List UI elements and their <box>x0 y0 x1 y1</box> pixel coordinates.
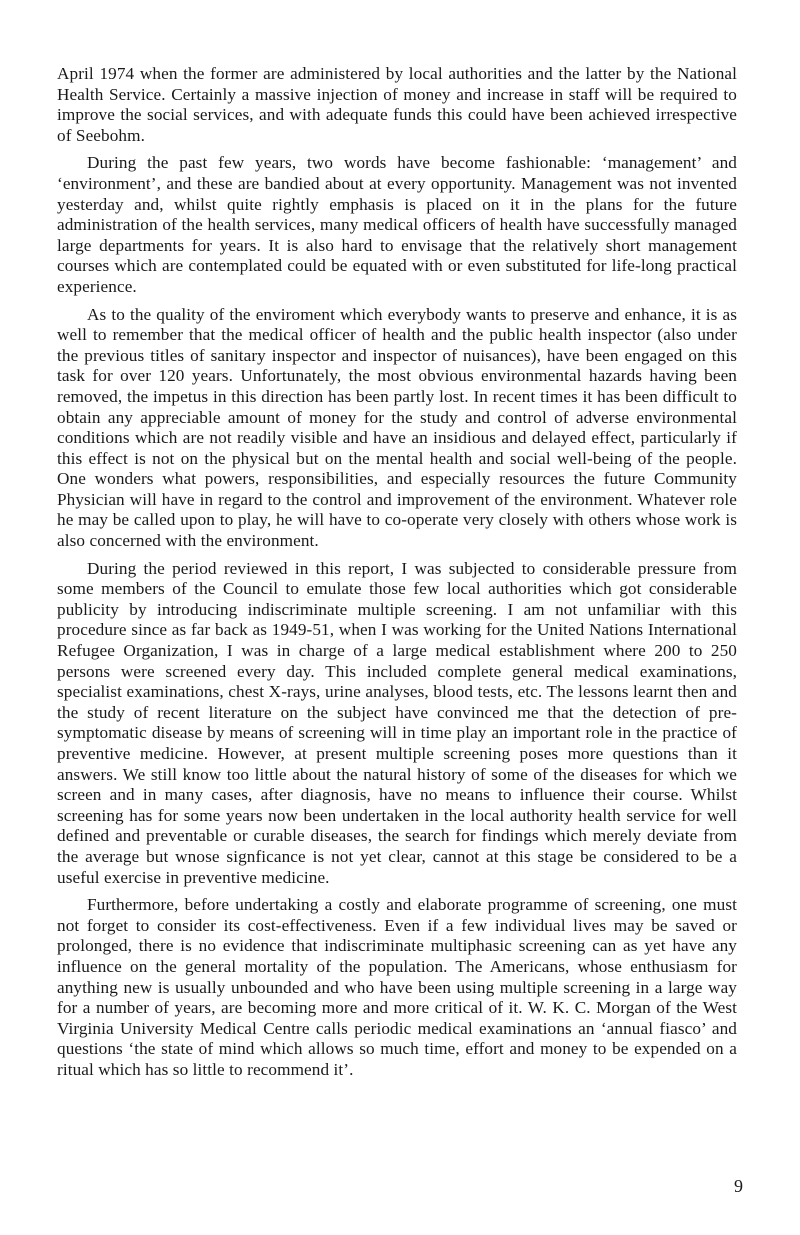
page-number: 9 <box>734 1176 743 1196</box>
paragraph-environment: As to the quality of the enviroment which everybody wants to preserve and enhance, it is as well to remember that the medical officer of health and the public health inspector (also under the previous titles of sanitary inspector and inspector of nuisances), have been engaged on this task for over 120 years. Unfortunately, the most obvious environmental hazards having been removed, the impetus in this direction has been partly lost. In recent times it has been difficult to obtain any appreciable amount of money for the study and control of adverse environmental conditions which are not readily visible and have an insidious and delayed effect, particularly if this effect is not on the physical but on the mental health and social well-being of the people. One wonders what powers, responsibilities, and especially resources the future Community Physician will have in regard to the control and improvement of the environment. Whatever role he may be called upon to play, he will have to co-operate very closely with others whose work is also concerned with the environment. <box>57 304 737 551</box>
document-page <box>57 64 737 1088</box>
paragraph-management: During the past few years, two words have become fashionable: ‘management’ and ‘environment’, and these are bandied about at every opportunity. Management was not invented yesterday and, whilst quite rightly emphasis is placed on it in the plans for the future administration of the health services, many medical officers of health have successfully managed large departments for years. It is also hard to envisage that the relatively short management courses which are contemplated could be equated with or even substituted for life-long practical experience. <box>57 153 737 296</box>
paragraph-cost-effectiveness: Furthermore, before undertaking a costly and elaborate programme of screening, one must not forget to consider its cost-effectiveness. Even if a few individual lives may be saved or prolonged, there is no evidence that indiscriminate multiphasic screening can as yet have any influence on the general mortality of the population. The Americans, whose enthusiasm for anything new is usually unbounded and who have been using multiple screening in a large way for a number of years, are becoming more and more critical of it. W. K. C. Morgan of the West Virginia University Medical Centre calls periodic medical examinations an ‘annual fiasco’ and questions ‘the state of mind which allows so much time, effort and money to be expended on a ritual which has so little to recommend it’. <box>57 895 737 1079</box>
paragraph-continuation: April 1974 when the former are administered by local authorities and the latter by the National Health Service. Certainly a massive injection of money and increase in staff will be required to improve the social services, and with adequate funds this could have been achieved irrespective of Seebohm. <box>57 64 737 145</box>
paragraph-screening-pressure: During the period reviewed in this report, I was subjected to considerable pressure from some members of the Council to emulate those few local authorities which got considerable publicity by introducing indiscriminate multiple screening. I am not unfamiliar with this procedure since as far back as 1949-51, when I was working for the United Nations International Refugee Organization, I was in charge of a large medical establishment where 200 to 250 persons were screened every day. This included complete general medical examinations, specialist examinations, chest X-rays, urine analyses, blood tests, etc. The lessons learnt then and the study of recent literature on the subject have convinced me that the detection of pre-symptomatic disease by means of screening will in time play an important role in the practice of preventive medicine. However, at present multiple screening poses more questions than it answers. We still know too little about the natural history of some of the diseases for which we screen and in many cases, after diagnosis, have no means to influence their course. Whilst screening has for some years now been undertaken in the local authority health service for well defined and preventable or curable diseases, the search for findings which merely deviate from the average but wnose signficance is not yet clear, cannot at this stage be considered to be a useful exercise in preventive medicine. <box>57 558 737 887</box>
